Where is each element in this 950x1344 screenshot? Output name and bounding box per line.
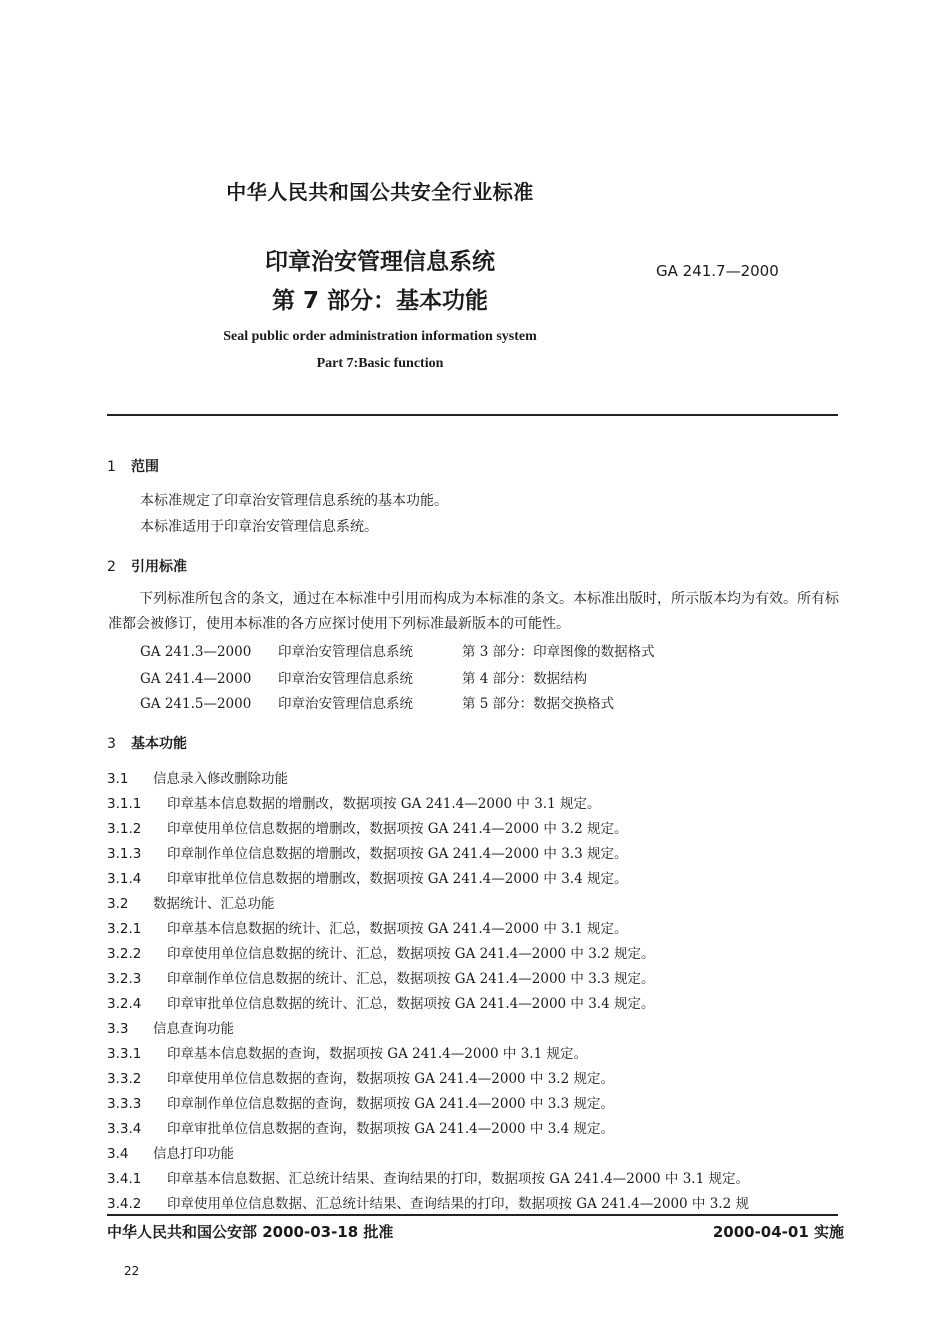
section-1-title: 范围 [131, 459, 159, 475]
clause-item [107, 817, 627, 837]
clause-number: 3.4.2 [107, 1196, 142, 1212]
clause-item [107, 1017, 234, 1037]
section-2-number: 2 [107, 559, 116, 575]
approval-line: 中华人民共和国公安部 2000-03-18 批准 [107, 1223, 394, 1241]
footer-divider [107, 1214, 838, 1216]
reference-code: GA 241.4—2000 [140, 671, 252, 687]
effective-date: 2000-04-01 实施 [712, 1223, 844, 1241]
clause-item [107, 892, 275, 912]
clause-text: 信息录入修改删除功能 [153, 771, 288, 787]
clause-text: 印章使用单位信息数据的查询，数据项按 GA 241.4—2000 中 3.2 规定。 [167, 1071, 614, 1087]
title-cn-line1: 印章治安管理信息系统 [265, 249, 495, 275]
section-2-heading [107, 556, 187, 576]
clause-item [107, 1142, 234, 1162]
clause-item [107, 1092, 614, 1112]
clause-text: 印章基本信息数据的统计、汇总，数据项按 GA 241.4—2000 中 3.1 规定。 [167, 921, 628, 937]
clause-item [107, 1117, 614, 1137]
reference-part: 第 3 部分：印章图像的数据格式 [462, 644, 655, 660]
clause-number: 3.2.3 [107, 971, 142, 987]
section-2-title: 引用标准 [131, 559, 187, 575]
clause-number: 3.4 [107, 1146, 129, 1162]
reference-item [140, 640, 655, 660]
clause-number: 3.4.1 [107, 1171, 142, 1187]
clause-text: 印章审批单位信息数据的统计、汇总，数据项按 GA 241.4—2000 中 3.4 规定。 [167, 996, 655, 1012]
clause-item [107, 1067, 614, 1087]
section-1-para-2: 本标准适用于印章治安管理信息系统。 [140, 519, 378, 535]
clause-text: 印章审批单位信息数据的增删改，数据项按 GA 241.4—2000 中 3.4 规定。 [167, 871, 628, 887]
clause-text: 数据统计、汇总功能 [153, 896, 275, 912]
clause-number: 3.3.2 [107, 1071, 142, 1087]
reference-item [140, 692, 614, 712]
clause-number: 3.2.1 [107, 921, 142, 937]
clause-item [107, 1192, 749, 1212]
clause-number: 3.1.1 [107, 796, 142, 812]
clause-number: 3.3.3 [107, 1096, 142, 1112]
page-number: 22 [124, 1264, 140, 1278]
clause-item [107, 917, 627, 937]
section-3-heading [107, 733, 187, 753]
reference-part: 第 5 部分：数据交换格式 [462, 696, 615, 712]
reference-code: GA 241.3—2000 [140, 644, 252, 660]
clause-text: 印章制作单位信息数据的增删改，数据项按 GA 241.4—2000 中 3.3 规定。 [167, 846, 628, 862]
clause-number: 3.3 [107, 1021, 129, 1037]
clause-number: 3.2.4 [107, 996, 142, 1012]
clause-item [107, 942, 654, 962]
clause-text: 印章基本信息数据、汇总统计结果、查询结果的打印，数据项按 GA 241.4—2000 中 3.1 规定。 [167, 1171, 749, 1187]
clause-item [107, 842, 627, 862]
section-1-para-1: 本标准规定了印章治安管理信息系统的基本功能。 [140, 493, 448, 509]
clause-item [107, 767, 288, 787]
clause-number: 3.3.4 [107, 1121, 142, 1137]
reference-code: GA 241.5—2000 [140, 696, 252, 712]
section-3-title: 基本功能 [131, 736, 187, 752]
section-3-number: 3 [107, 736, 116, 752]
clause-item [107, 792, 600, 812]
clause-number: 3.1 [107, 771, 129, 787]
clause-item [107, 992, 654, 1012]
clause-text: 信息打印功能 [153, 1146, 234, 1162]
clause-number: 3.3.1 [107, 1046, 142, 1062]
reference-name: 印章治安管理信息系统 [278, 671, 413, 687]
reference-part: 第 4 部分：数据结构 [462, 671, 588, 687]
header-divider [107, 414, 838, 416]
reference-name: 印章治安管理信息系统 [278, 644, 413, 660]
section-1-heading [107, 456, 159, 476]
title-en-line1: Seal public order administration information system [223, 329, 537, 344]
clause-text: 印章使用单位信息数据的统计、汇总，数据项按 GA 241.4—2000 中 3.2 规定。 [167, 946, 655, 962]
standard-code: GA 241.7—2000 [656, 262, 779, 280]
section-1-number: 1 [107, 459, 116, 475]
clause-number: 3.1.2 [107, 821, 142, 837]
clause-text: 印章使用单位信息数据的增删改，数据项按 GA 241.4—2000 中 3.2 规定。 [167, 821, 628, 837]
clause-number: 3.2.2 [107, 946, 142, 962]
clause-text: 信息查询功能 [153, 1021, 234, 1037]
clause-text: 印章基本信息数据的查询，数据项按 GA 241.4—2000 中 3.1 规定。 [167, 1046, 587, 1062]
section-2-intro: 下列标准所包含的条文，通过在本标准中引用而构成为本标准的条文。本标准出版时，所示版本均为有效。所有标准都会被修订，使用本标准的各方应探讨使用下列标准最新版本的可能性。 [108, 591, 839, 632]
clause-number: 3.1.3 [107, 846, 142, 862]
clause-text: 印章制作单位信息数据的统计、汇总，数据项按 GA 241.4—2000 中 3.3 规定。 [167, 971, 655, 987]
clause-number: 3.2 [107, 896, 129, 912]
clause-item [107, 1042, 587, 1062]
clause-text: 印章使用单位信息数据、汇总统计结果、查询结果的打印，数据项按 GA 241.4—2000 中 3.2 规 [167, 1196, 749, 1212]
title-cn-line2: 第 7 部分：基本功能 [271, 288, 489, 314]
clause-number: 3.1.4 [107, 871, 142, 887]
clause-text: 印章制作单位信息数据的查询，数据项按 GA 241.4—2000 中 3.3 规定。 [167, 1096, 614, 1112]
clause-text: 印章审批单位信息数据的查询，数据项按 GA 241.4—2000 中 3.4 规定。 [167, 1121, 614, 1137]
clause-item [107, 1167, 749, 1187]
reference-name: 印章治安管理信息系统 [278, 696, 413, 712]
clause-item [107, 967, 654, 987]
title-en-line2: Part 7:Basic function [316, 356, 444, 371]
reference-item [140, 667, 587, 687]
clause-item [107, 867, 627, 887]
standard-type-heading: 中华人民共和国公共安全行业标准 [226, 180, 534, 204]
clause-text: 印章基本信息数据的增删改，数据项按 GA 241.4—2000 中 3.1 规定。 [167, 796, 601, 812]
